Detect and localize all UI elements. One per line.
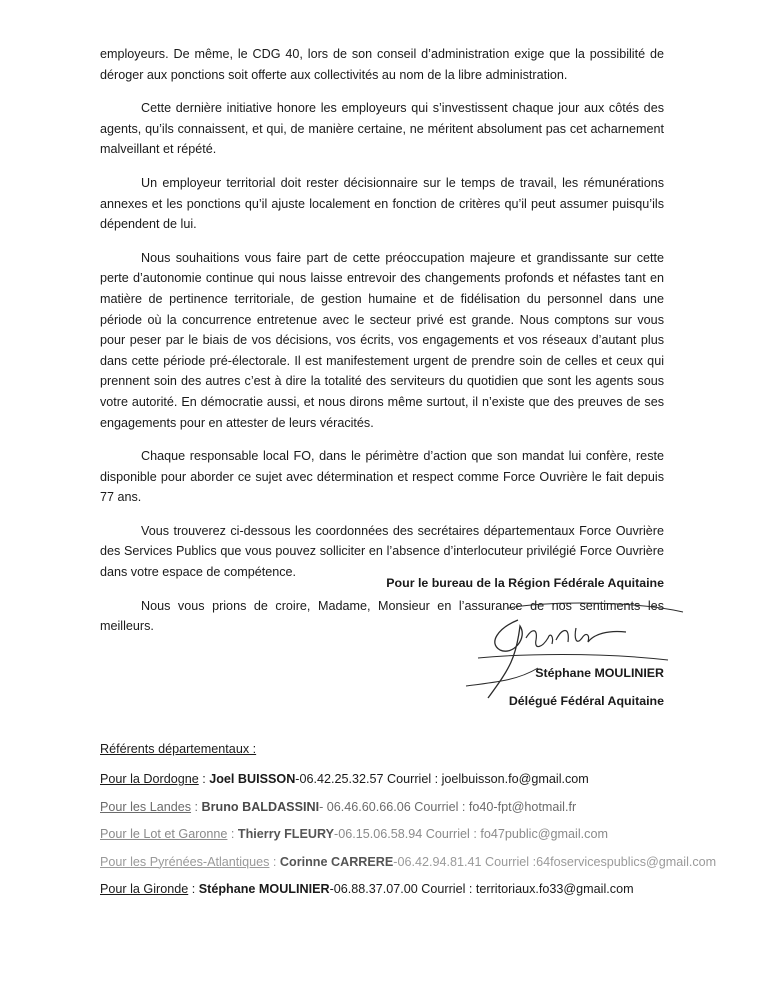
- referent-gironde: Pour la Gironde : Stéphane MOULINIER-06.88.37.07.00 Courriel : territoriaux.fo33@gmail.com: [100, 882, 634, 896]
- paragraph-2: Cette dernière initiative honore les employeurs qui s’investissent chaque jour aux côtés des agents, qu’ils connaissent, et qui, de manière certaine, ne méritent absolument pas cet acharnement malveillant et répété.: [100, 101, 664, 157]
- on-behalf-line: Pour le bureau de la Région Fédérale Aquitaine: [386, 576, 664, 590]
- referent-pyrenees-atlantiques: Pour les Pyrénées-Atlantiques : Corinne CARRERE-06.42.94.81.41 Courriel :64foservicespublics@gmail.com: [100, 854, 717, 869]
- referents-title: Référents départementaux :: [100, 742, 257, 756]
- referent-landes: Pour les Landes : Bruno BALDASSINI- 06.46.60.66.06 Courriel : fo40-fpt@hotmail.fr: [100, 799, 577, 814]
- signer-role: Délégué Fédéral Aquitaine: [508, 694, 664, 708]
- letter-body: [100, 44, 664, 650]
- paragraph-6: Vous trouverez ci-dessous les coordonnées des secrétaires départementaux Force Ouvrière des Services Publics que vous pouvez solliciter en l’absence d’interlocuteur privilégié Force Ouvrière dans votre espace de compétence.: [100, 523, 664, 580]
- referents-section: [100, 742, 717, 910]
- signer-name: Stéphane MOULINIER: [535, 666, 664, 680]
- handwritten-signature-icon: [458, 598, 688, 708]
- paragraph-4: Nous souhaitions vous faire part de cette préoccupation majeure et grandissante sur cette perte d’autonomie continue qui nous laisse entrevoir des changements profonds et néfastes tant en matière de pertinence territoriale, de gestion humaine et de fidélisation du personnel dans une période où la concurrence entretenue avec le secteur privé est grande. Nous comptons sur vous pour peser par le biais de vos décisions, vos écrits, vos engagements et vos réseaux d’autant plus dans cette période pré-électorale. Il est manifestement urgent de prendre soin de celles et ceux qui prennent soin des autres c’est à dire la totalité des serviteurs du quotidien que sont les agents sous votre autorité. En démocratie aussi, et nous dirons même surtout, il n’existe que des preuves de ses engagements pour en attester de leurs véracités.: [100, 250, 664, 430]
- closing-paragraph: Nous vous prions de croire, Madame, Monsieur en l’assurance de nos sentiments les meilleurs.: [100, 598, 664, 634]
- paragraph-1: employeurs. De même, le CDG 40, lors de son conseil d’administration exige que la possibilité de déroger aux ponctions soit offerte aux collectivités au nom de la libre administration.: [100, 47, 664, 82]
- paragraph-3: Un employeur territorial doit rester décisionnaire sur le temps de travail, les rémunérations annexes et les ponctions qu’il ajuste localement en fonction de critères qu’il peut assumer puisqu’ils dépendent de lui.: [100, 175, 664, 232]
- referent-lot-et-garonne: Pour le Lot et Garonne : Thierry FLEURY-06.15.06.58.94 Courriel : fo47public@gmail.com: [100, 827, 608, 841]
- paragraph-5: Chaque responsable local FO, dans le périmètre d’action que son mandat lui confère, reste disponible pour aborder ce sujet avec détermination et respect comme Force Ouvrière le fait depuis 77 ans.: [100, 449, 664, 505]
- referent-dordogne: Pour la Dordogne : Joel BUISSON-06.42.25.32.57 Courriel : joelbuisson.fo@gmail.com: [100, 772, 589, 786]
